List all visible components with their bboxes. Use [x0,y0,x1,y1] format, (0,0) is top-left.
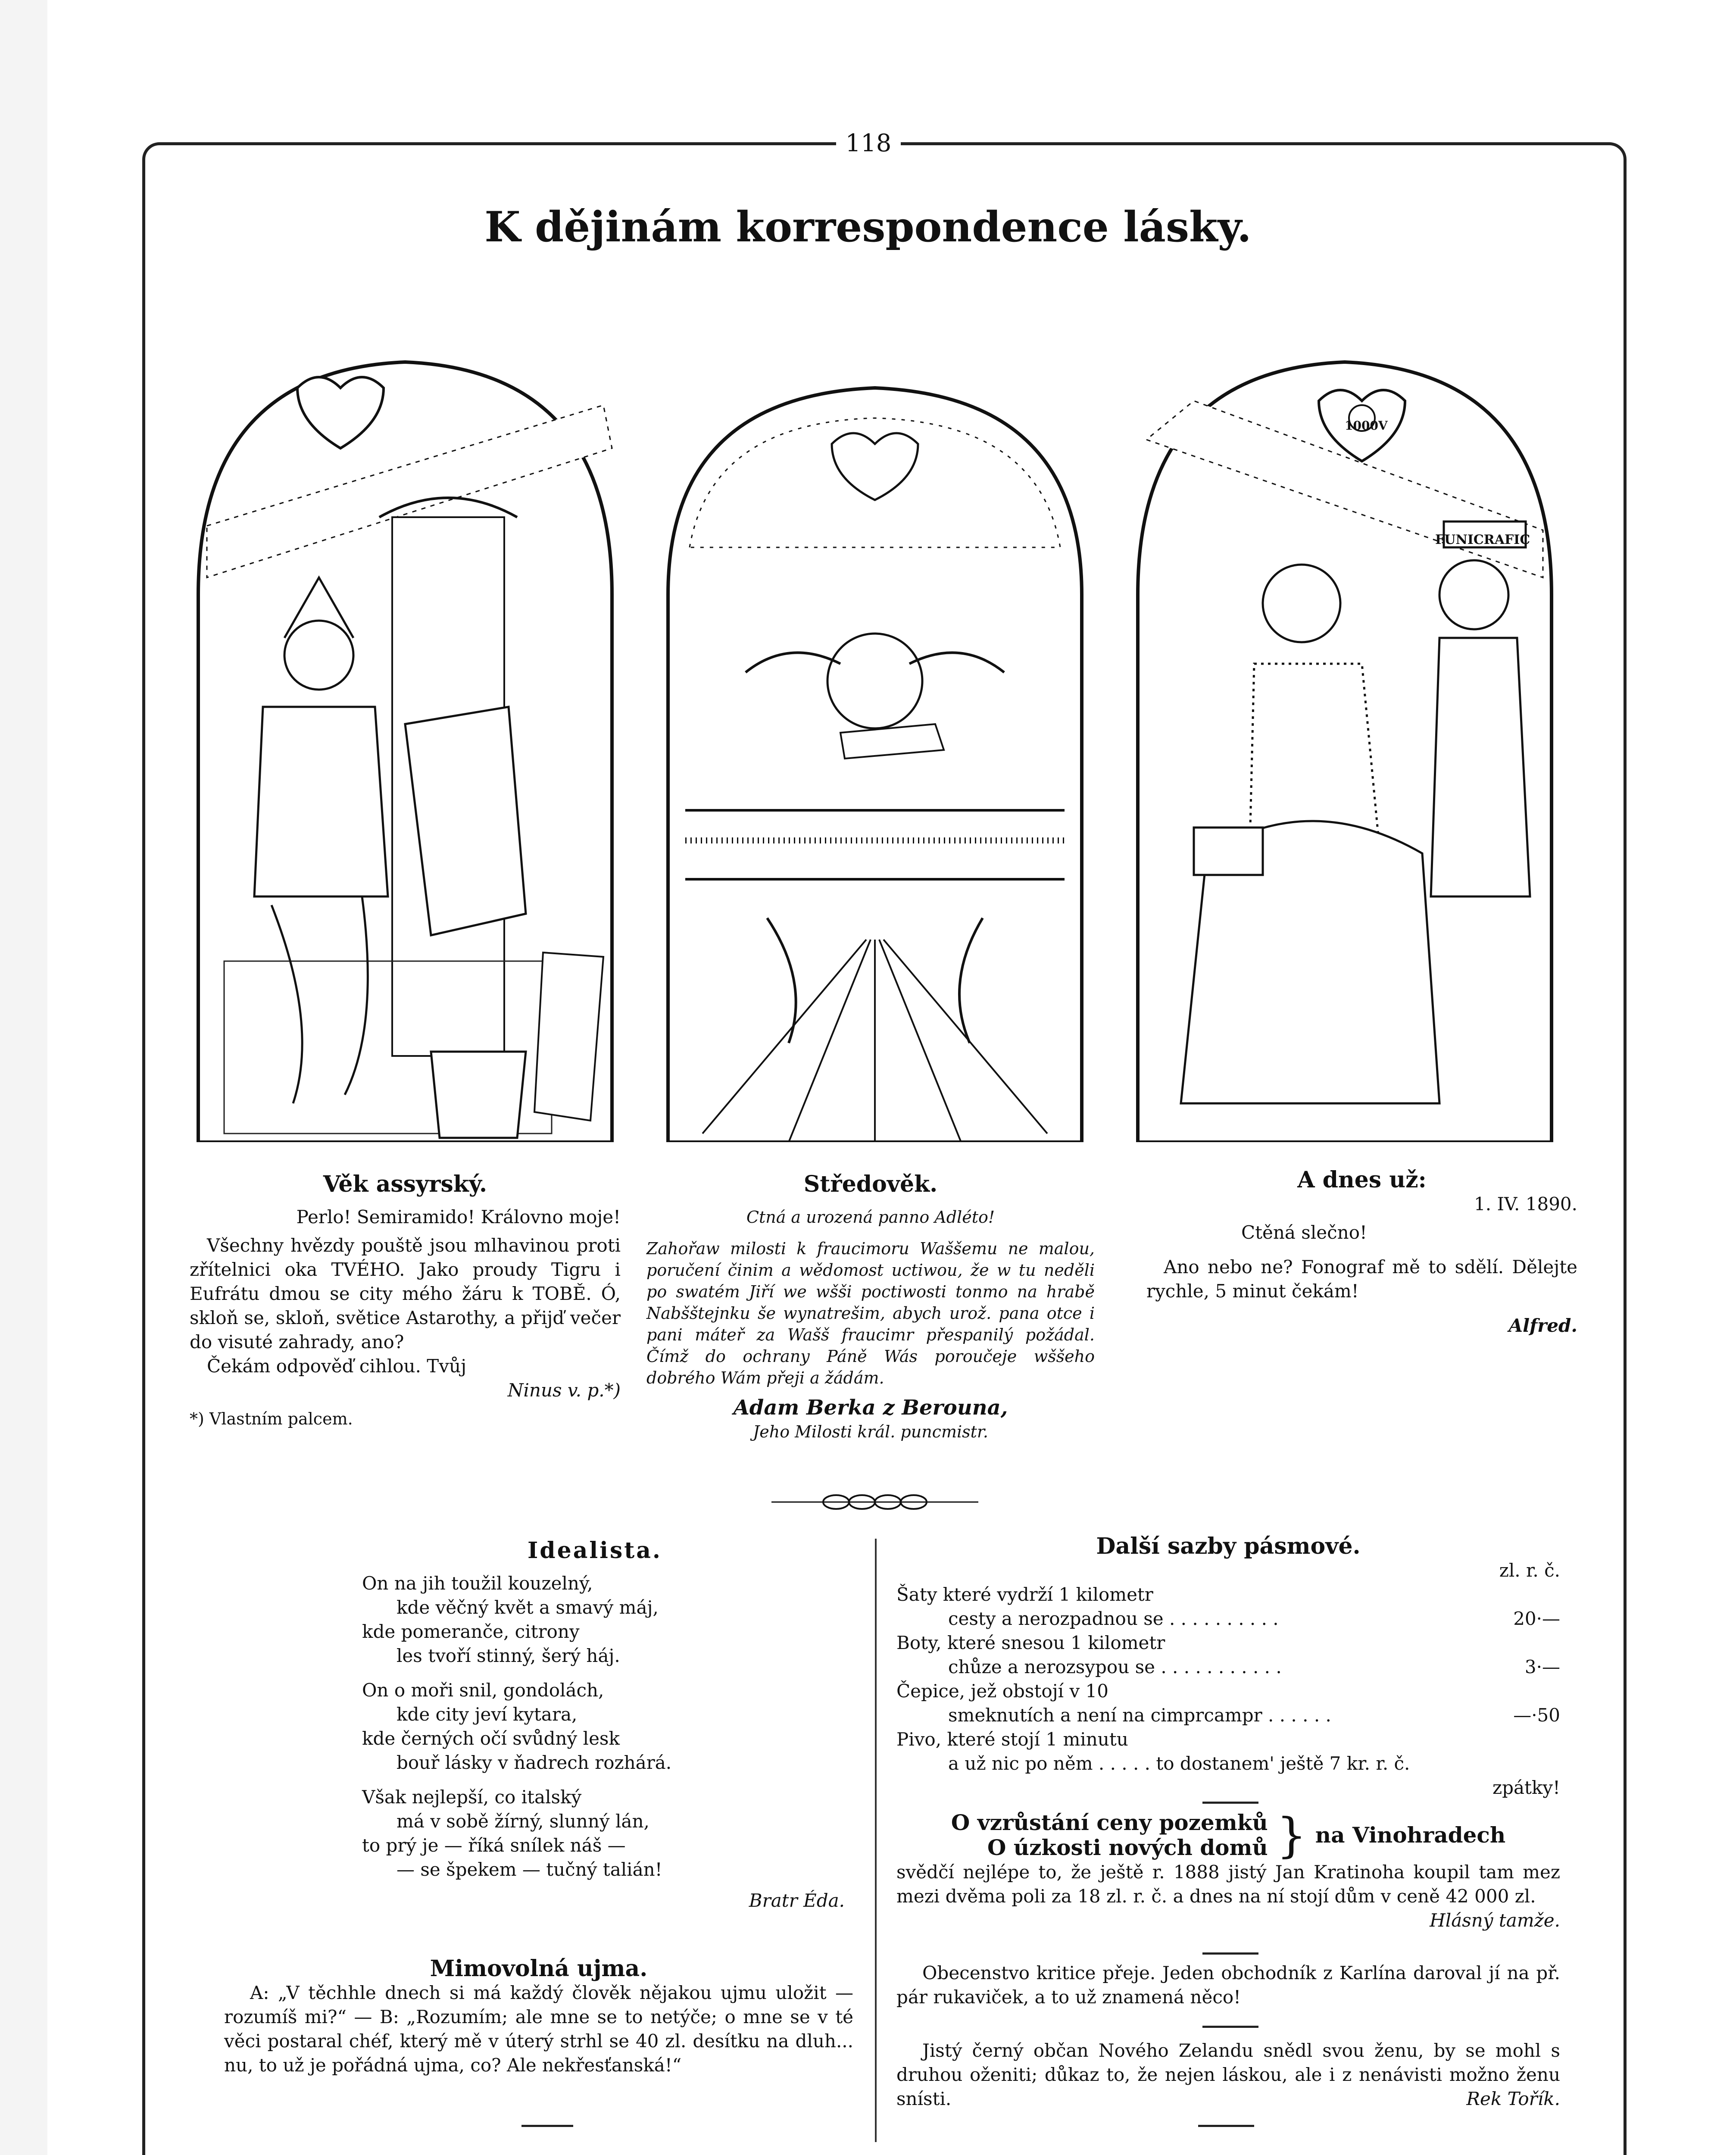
harm-text: A: „V těchhle dnech si má každý člověk nějakou ujmu uložit — rozumíš mi?“ — B: „Rozumím; ale mne se to netýče; o mne se v té věci postaral chéf, který mě v úterý strhl se 40 zl. desítku na dluh... nu, to už je pořádná ujma, co? Ale nekřesťanská!“ [224,1982,853,2076]
poem-stanza-2 [362,1678,845,1775]
rates-unit: zl. r. č. [1499,1560,1560,1581]
divider [1202,2026,1258,2028]
col3-heading: A dnes už: [1297,1167,1427,1193]
poem-line: má v sobě žírný, slunný lán, [397,1811,649,1832]
col3-signature: Alfred. [1508,1315,1577,1336]
poem-line: On na jih toužil kouzelný, [362,1573,593,1594]
poem-line: kde věčný květ a smavý máj, [397,1597,659,1618]
rate-item [896,1583,1560,1631]
zealand-section [896,2039,1560,2111]
poem-heading: Idealista. [527,1537,662,1564]
poem-line: Však nejlepší, co italský [362,1786,582,1808]
criticism-text: Obecenstvo kritice přeje. Jeden obchodník z Karlína daroval jí na př. pár rukaviček, a to už znamená něco! [896,1962,1560,2008]
rate-item [896,1727,1560,1800]
poem-line: les tvoří stinný, šerý háj. [397,1645,620,1666]
illustration-modern [1129,336,1560,1142]
poem-line: kde černých očí svůdný lesk [362,1728,620,1749]
land-heading: O vzrůstání ceny pozemků O úzkosti nových domů } na Vinohradech [951,1808,1506,1863]
harm-heading: Mimovolná ujma. [430,1955,648,1982]
col1-signature: Ninus v. p.*) [507,1380,621,1401]
rate-line: Šaty které vydrží 1 kilometr [896,1584,1153,1605]
poem-stanza-1 [362,1571,845,1668]
rates-heading: Další sazby pásmové. [1096,1533,1361,1559]
col1-closing: Čekám odpověď cihlou. Tvůj [207,1355,467,1377]
rate-line: Boty, které snesou 1 kilometr [896,1632,1165,1653]
heart-badge: 1000V [1345,419,1388,433]
land-section [896,1810,1560,1933]
rate-line: cesty a nerozpadnou se . . . . . . . . . . [948,1608,1279,1629]
divider [1198,2125,1254,2127]
scan-edge [0,0,47,2155]
col2-greeting: Ctná a urozená panno Adléto! [746,1208,995,1227]
col2-body: Zahořaw milosti k fraucimoru Waššemu ne malou, poručení činim a wědomost uctiwou, že w tu neděli po swatém Jiří we wšši poctiwosti tonmo na hrabě Nabšštejnku še wynatrešim, abych urož. pana otce i pani máteř za Wašš fraucimr přespanilý požádal. Čímž do ochrany Páně Wás poroučeje wššeho dobrého Wám přeji a žádám. [646,1239,1095,1387]
poem-author: Bratr Éda. [749,1890,845,1911]
poem-stanza-3 [362,1785,845,1882]
land-head-right: na Vinohradech [1315,1822,1506,1848]
col3-greeting: Ctěná slečno! [1241,1222,1367,1243]
poem-line: to prý je — říká snílek náš — [362,1835,626,1856]
poem-line: kde city jeví kytara, [397,1704,578,1725]
cap-label: FUNICRAFIC [1435,532,1530,547]
illustration-medieval [659,336,1090,1142]
land-signature: Hlásný tamže. [1430,1910,1560,1931]
col2-title-line: Jeho Milosti král. puncmistr. [753,1422,988,1441]
zealand-text: Jistý černý občan Nového Zelandu snědl svou ženu, by se mohl s druhou oženiti; důkaz to, že nejen láskou, ale i z nenávisti možno ženu snísti. [896,2040,1560,2109]
rate-price: zpátky! [1492,1777,1560,1798]
land-head-line: O vzrůstání ceny pozemků [951,1810,1268,1835]
column-separator [875,1539,877,2142]
rate-line: a už nic po něm . . . . . to dostanem' ještě 7 kr. r. č. [948,1753,1410,1774]
col1-footnote: *) Vlastním palcem. [190,1409,353,1428]
rate-item [896,1679,1560,1727]
rate-line: Pivo, které stojí 1 minutu [896,1729,1128,1750]
col1-heading: Věk assyrský. [323,1171,487,1197]
rate-line: Čepice, jež obstojí v 10 [896,1680,1108,1702]
poem-line: bouř lásky v ňadrech rozhárá. [397,1752,672,1773]
harm-section [224,1957,853,2077]
poem-line: On o moři snil, gondolách, [362,1680,604,1701]
divider [521,2125,573,2127]
land-text: svědčí nejlépe to, že ještě r. 1888 jistý Jan Kratinoha koupil tam mez mezi dvěma poli za 18 zl. r. č. a dnes na ní stojí dům v ceně 42 000 zl. [896,1861,1560,1907]
rate-item [896,1631,1560,1679]
land-head-line: O úzkosti nových domů [987,1835,1268,1860]
illustration-assyrian [190,336,621,1142]
col1-section [190,1172,621,1431]
col1-greeting: Perlo! Semiramido! Královno moje! [296,1206,621,1227]
poem-line: kde pomeranče, citrony [362,1621,580,1642]
col3-section [1146,1168,1577,1338]
rate-line: smeknutích a není na cimprcampr . . . . . . [948,1705,1331,1726]
ornament-divider [771,1489,978,1515]
modern-arch-drawing [1129,336,1560,1142]
col1-body: Všechny hvězdy pouště jsou mlhavinou proti zřítelnici oka TVÉHO. Jako proudy Tigru i Eufrátu dmou se city mého žáru k TOBĚ. Ó, skloň se, skloň, světice Astarothy, a přijď večer do visuté zahrady, ano? [190,1235,621,1352]
page-number: 118 [836,129,901,157]
col2-heading: Středověk. [803,1171,938,1197]
poem-section [345,1539,845,1913]
rates-section [896,1534,1560,1800]
col3-body: Ano nebo ne? Fonograf mě to sdělí. Dělejte rychle, 5 minut čekám! [1146,1256,1577,1302]
col2-section [646,1172,1095,1444]
divider [1202,1952,1258,1955]
col2-signature: Adam Berka z Berouna, [733,1396,1008,1420]
poem-line: — se špekem — tučný talián! [397,1859,662,1880]
rate-line: chůze a nerozsypou se . . . . . . . . . . . [948,1656,1282,1677]
medieval-arch-drawing [659,336,1090,1142]
zealand-signature: Rek Tořík. [1466,2088,1560,2109]
rate-price: 3·— [1524,1656,1560,1677]
rate-price: 20·— [1513,1608,1560,1629]
rate-price: —·50 [1513,1705,1560,1726]
divider [1202,1802,1258,1804]
col3-date: 1. IV. 1890. [1474,1193,1577,1215]
page-title: K dějinám korrespondence lásky. [484,203,1252,251]
assyrian-arch-drawing [190,336,621,1142]
